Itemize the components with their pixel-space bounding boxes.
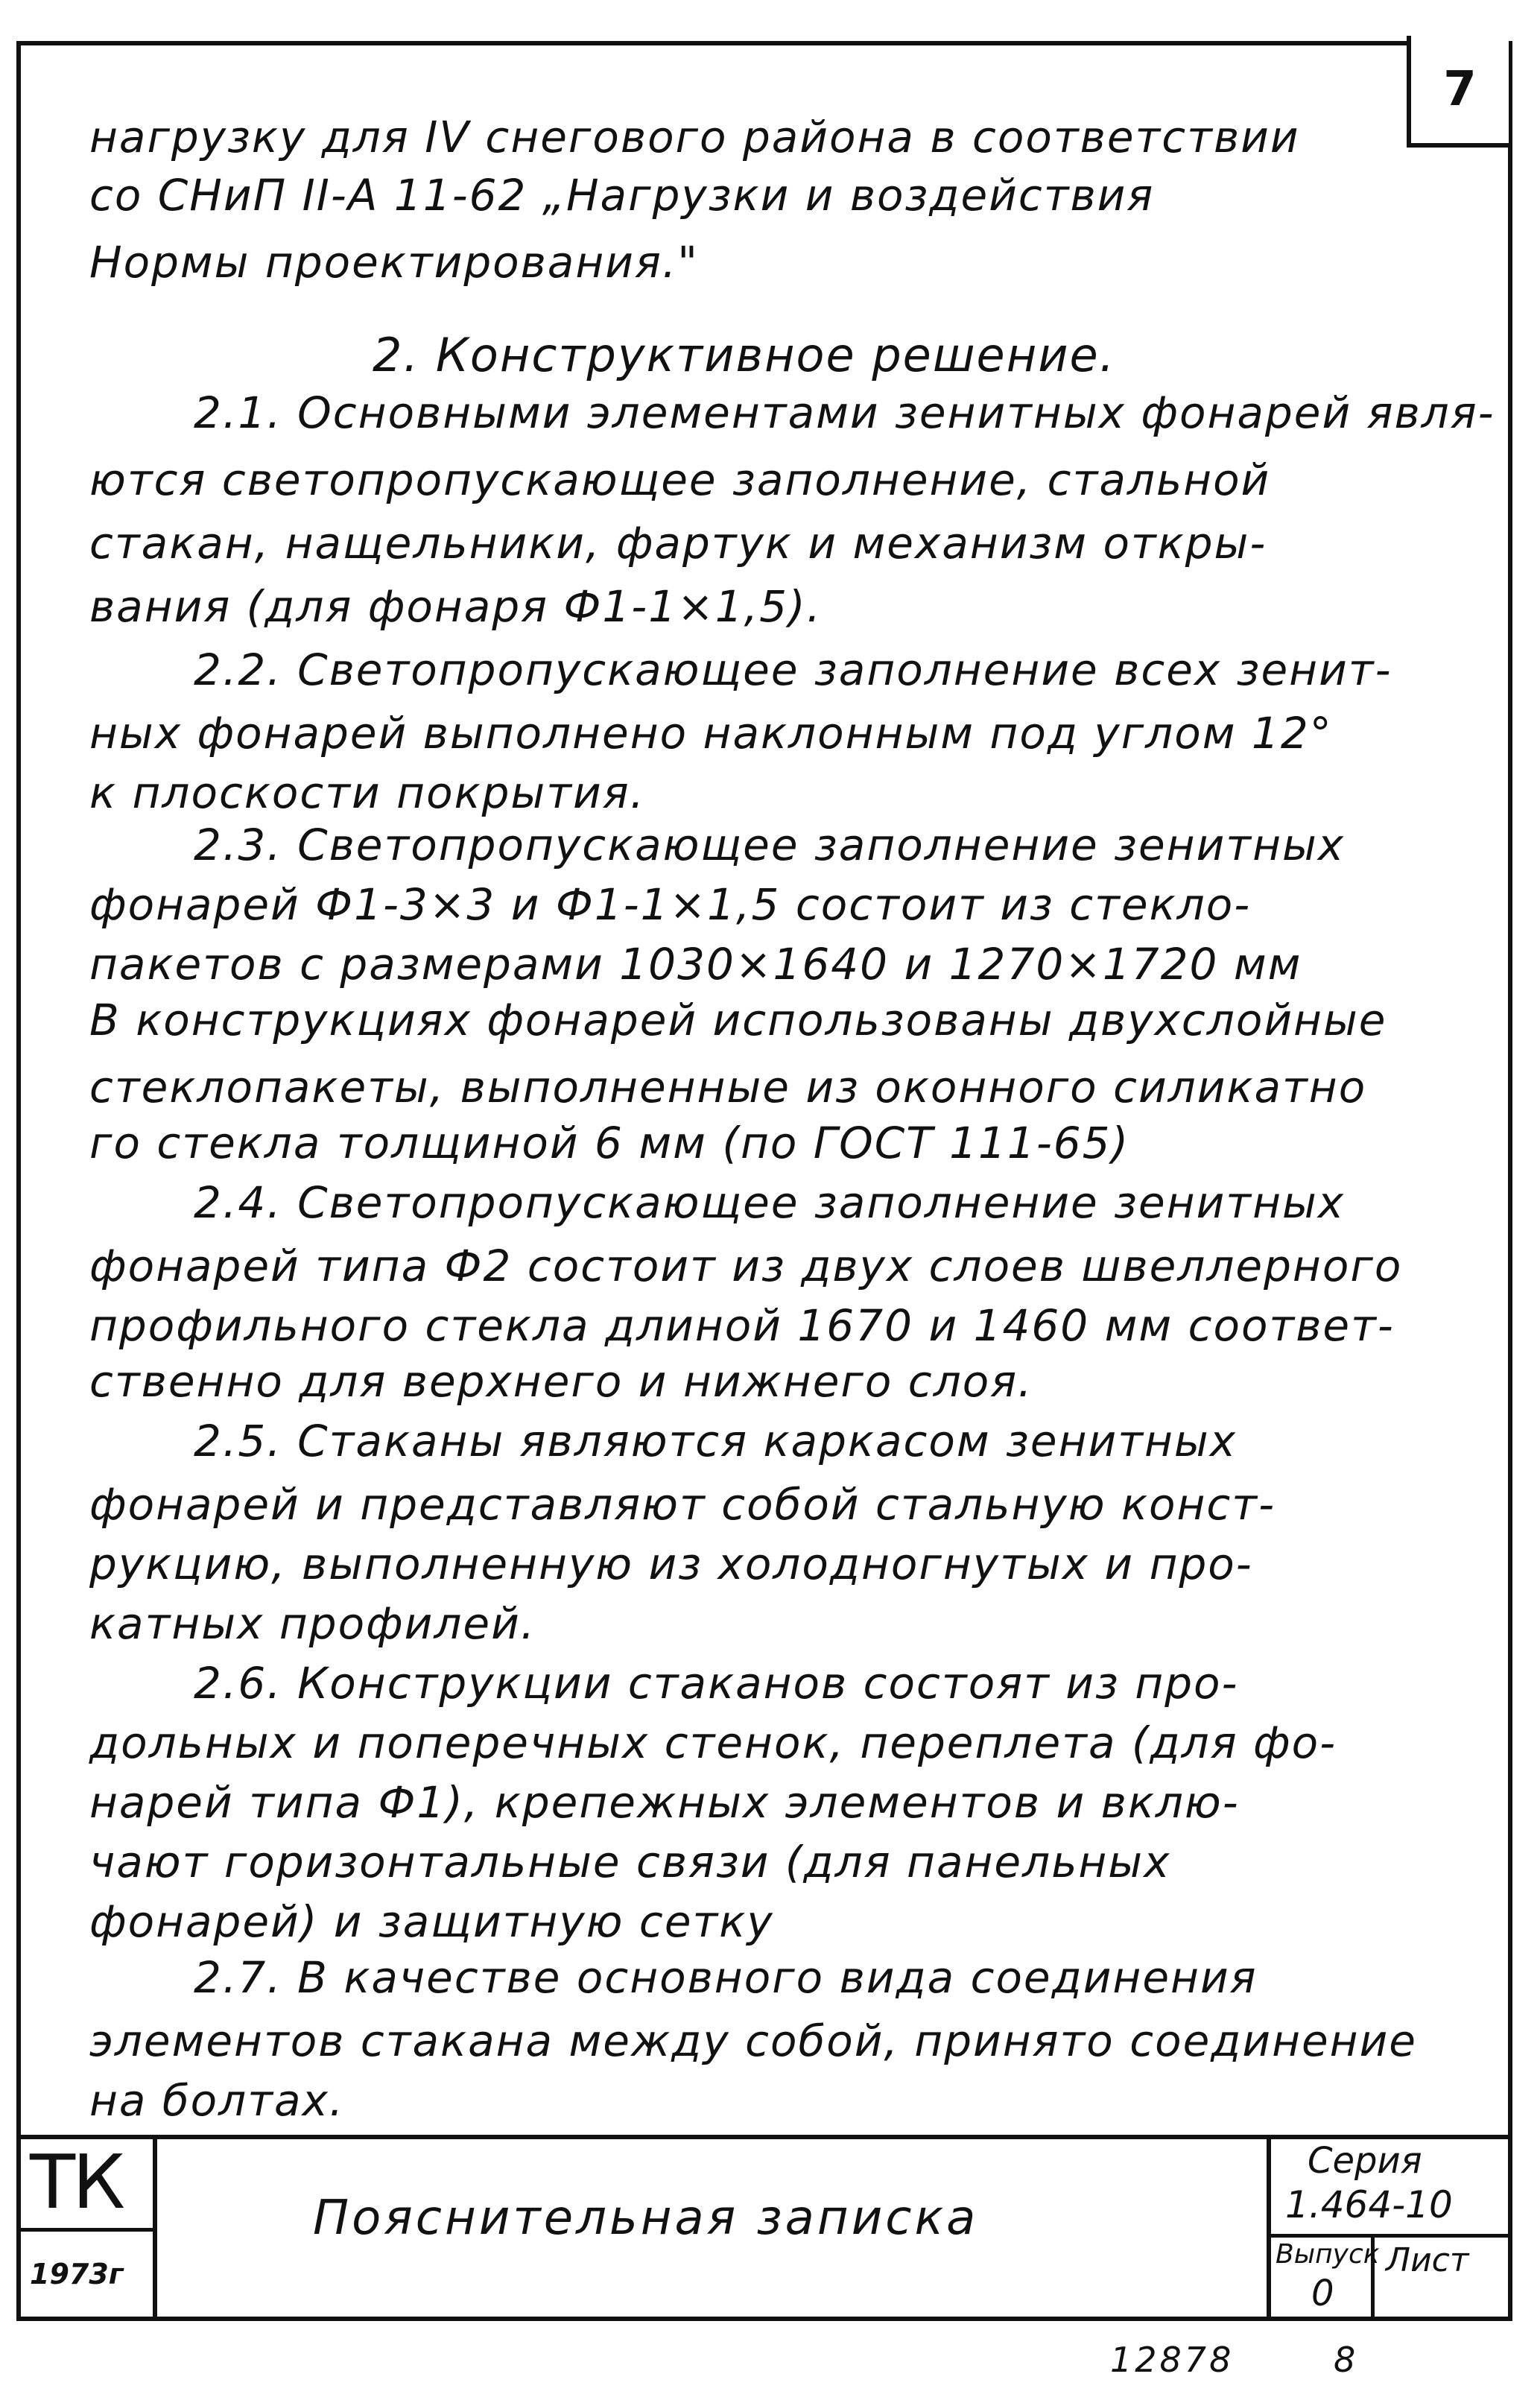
paragraph-line: дольных и поперечных стенок, переплета (для фо-: [89, 1717, 1337, 1768]
paragraph-line: В конструкциях фонарей использованы двухслойные: [89, 995, 1387, 1045]
paragraph-line: ственно для верхнего и нижнего слоя.: [89, 1356, 1033, 1407]
paragraph-line: чают горизонтальные связи (для панельных: [89, 1837, 1171, 1887]
paragraph-line: вания (для фонаря Ф1-1×1,5).: [89, 581, 823, 632]
paragraph-line: 2.4. Светопропускающее заполнение зенитных: [194, 1177, 1346, 1228]
series-value: 1.464-10: [1285, 2183, 1453, 2226]
paragraph-line: фонарей типа Ф2 состоит из двух слоев швеллерного: [89, 1241, 1403, 1291]
footer-number: 12878: [1110, 2340, 1235, 2380]
section-heading: 2. Конструктивное решение.: [373, 328, 1116, 382]
paragraph-line: к плоскости покрытия.: [89, 767, 646, 818]
paragraph-line: нарей типа Ф1), крепежных элементов и вклю-: [89, 1777, 1240, 1828]
paragraph-line: 2.1. Основными элементами зенитных фонарей явля-: [194, 387, 1495, 438]
org-label: ТК: [30, 2138, 123, 2226]
text-line: нагрузку для IV снегового района в соответствии: [89, 112, 1300, 162]
paragraph-line: профильного стекла длиной 1670 и 1460 мм соответ-: [89, 1300, 1395, 1351]
paragraph-line: 2.3. Светопропускающее заполнение зенитных: [194, 820, 1346, 870]
paragraph-line: 2.5. Стаканы являются каркасом зенитных: [194, 1416, 1238, 1466]
paragraph-line: катных профилей.: [89, 1598, 536, 1649]
title-block-top-rule: [16, 2135, 1512, 2139]
paragraph-line: пакетов с размерами 1030×1640 и 1270×1720 мм: [89, 939, 1302, 990]
paragraph-line: стеклопакеты, выполненные из оконного силикатно: [89, 1062, 1367, 1112]
series-label: Серия: [1308, 2140, 1422, 2182]
paragraph-line: ются светопропускающее заполнение, стальной: [89, 455, 1271, 505]
text-line: со СНиП II-А 11-62 „Нагрузки и воздействия: [89, 170, 1155, 221]
issue-label: Выпуск: [1276, 2239, 1380, 2270]
issue-value: 0: [1311, 2273, 1334, 2314]
year-label: 1973г: [30, 2258, 124, 2290]
paragraph-line: на болтах.: [89, 2075, 345, 2126]
paragraph-line: стакан, нащельники, фартук и механизм откры-: [89, 518, 1267, 569]
paragraph-line: рукцию, выполненную из холодногнутых и про-: [89, 1539, 1253, 1589]
paragraph-line: фонарей Ф1-3×3 и Ф1-1×1,5 состоит из стекло-: [89, 879, 1252, 930]
sheet-number: 7: [1407, 36, 1509, 148]
paragraph-line: фонарей) и защитную сетку: [89, 1896, 774, 1947]
paragraph-line: го стекла толщиной 6 мм (по ГОСТ 111-65): [89, 1118, 1130, 1168]
document-title: Пояснительная записка: [313, 2191, 979, 2246]
footer-page: 8: [1334, 2340, 1359, 2380]
paragraph-line: 2.6. Конструкции стаканов состоят из про-: [194, 1658, 1239, 1709]
title-block-org-divider: [16, 2228, 157, 2232]
paragraph-line: 2.2. Светопропускающее заполнение всех зенит-: [194, 645, 1392, 695]
paragraph-line: 2.7. В качестве основного вида соединения: [194, 1952, 1258, 2003]
title-block-series-divider: [1267, 2234, 1512, 2238]
paragraph-line: ных фонарей выполнено наклонным под углом 12°: [89, 708, 1333, 759]
paragraph-line: элементов стакана между собой, принято соединение: [89, 2016, 1417, 2066]
paragraph-line: фонарей и представляют собой стальную конст-: [89, 1479, 1276, 1530]
title-block-right-divider: [1267, 2135, 1271, 2321]
text-line: Нормы проектирования.": [89, 237, 699, 288]
sheet-label: Лист: [1386, 2241, 1469, 2279]
